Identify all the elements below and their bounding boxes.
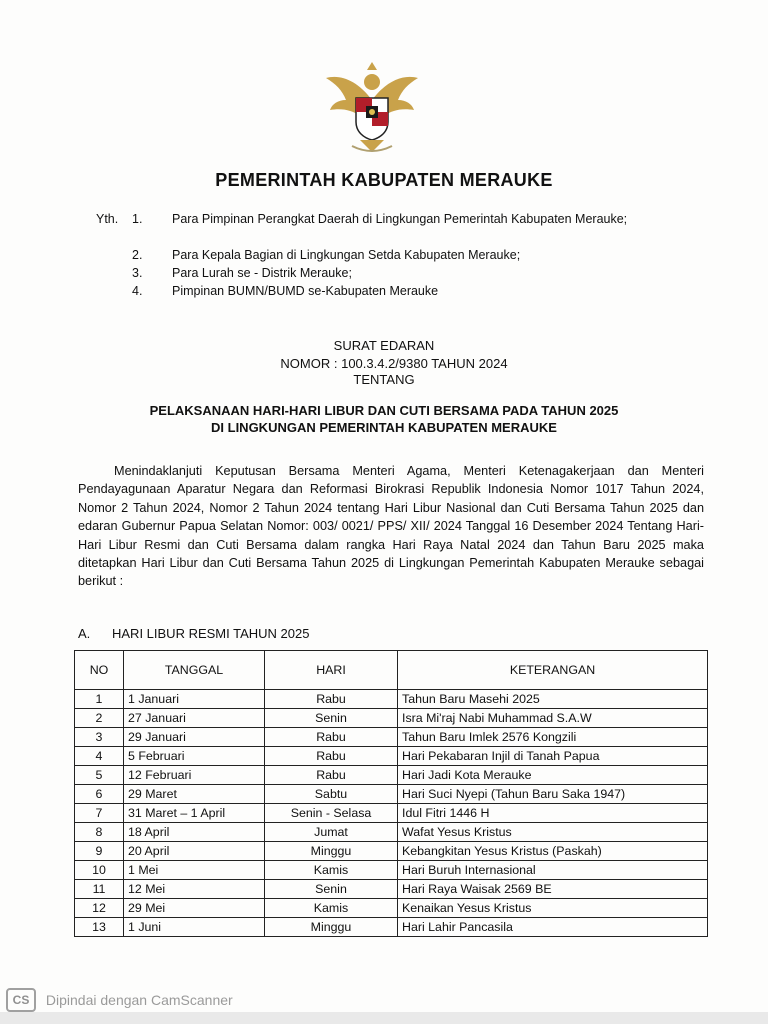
table-cell-no: 1 (75, 690, 124, 709)
camscanner-icon: CS (6, 988, 36, 1012)
table-cell-keterangan: Hari Raya Waisak 2569 BE (398, 880, 708, 899)
list-text: Para Kepala Bagian di Lingkungan Setda Kabupaten Merauke; (172, 248, 521, 262)
table-cell-keterangan: Isra Mi'raj Nabi Muhammad S.A.W (398, 709, 708, 728)
table-cell-hari: Senin (265, 709, 398, 728)
scanner-watermark (6, 988, 233, 1012)
list-text: Para Lurah se - Distrik Merauke; (172, 266, 352, 280)
table-cell-no: 4 (75, 747, 124, 766)
table-row (75, 880, 708, 899)
bottom-edge (0, 1012, 768, 1024)
list-number: 1. (132, 212, 143, 226)
table-cell-hari: Rabu (265, 747, 398, 766)
list-item (96, 264, 716, 282)
table-cell-hari: Sabtu (265, 785, 398, 804)
table-cell-hari: Kamis (265, 861, 398, 880)
column-header-hari: HARI (265, 651, 398, 690)
table-cell-keterangan: Kebangkitan Yesus Kristus (Paskah) (398, 842, 708, 861)
table-cell-tanggal: 29 Maret (124, 785, 265, 804)
table-cell-tanggal: 1 Januari (124, 690, 265, 709)
table-cell-hari: Senin - Selasa (265, 804, 398, 823)
column-header-no: NO (75, 651, 124, 690)
table-row (75, 918, 708, 937)
table-cell-no: 3 (75, 728, 124, 747)
table-cell-tanggal: 20 April (124, 842, 265, 861)
table-cell-no: 10 (75, 861, 124, 880)
garuda-emblem-icon (322, 60, 422, 156)
table-cell-keterangan: Hari Buruh Internasional (398, 861, 708, 880)
section-title: HARI LIBUR RESMI TAHUN 2025 (112, 626, 310, 641)
table-cell-tanggal: 1 Juni (124, 918, 265, 937)
table-cell-hari: Rabu (265, 728, 398, 747)
table-cell-keterangan: Hari Pekabaran Injil di Tanah Papua (398, 747, 708, 766)
table-row (75, 842, 708, 861)
holiday-table (74, 650, 708, 937)
watermark-text: Dipindai dengan CamScanner (45, 992, 233, 1008)
table-cell-hari: Kamis (265, 899, 398, 918)
table-cell-keterangan: Hari Lahir Pancasila (398, 918, 708, 937)
list-item (96, 246, 716, 264)
addressee-prefix: Yth. (96, 212, 119, 226)
circular-number: NOMOR : 100.3.4.2/9380 TAHUN 2024 (280, 356, 508, 371)
column-header-keterangan: KETERANGAN (398, 651, 708, 690)
table-cell-no: 8 (75, 823, 124, 842)
table-cell-no: 5 (75, 766, 124, 785)
table-row (75, 728, 708, 747)
body-paragraph: Menindaklanjuti Keputusan Bersama Menteri Agama, Menteri Ketenagakerjaan dan Menteri Pendayagunaan Aparatur Negara dan Reformasi Birokrasi Republik Indonesia Nomor 1017 Tahun 2024, Nomor 2 Tahun 2024, Nomor 2 Tahun 2024 tentang Hari Libur Nasional dan Cuti Bersama Tahun 2025 dan edaran Gubernur Papua Selatan Nomor: 003/ 0021/ PPS/ XII/ 2024 Tanggal 16 Desember 2024 Tentang Hari-Hari Libur Resmi dan Cuti Bersama dalam rangka Hari Raya Natal 2024 dan Tahun Baru 2025 maka ditetapkan Hari Libur dan Cuti Bersama Tahun 2025 di Lingkungan Pemerintah Kabupaten Merauke sebagai berikut : (78, 464, 704, 589)
circular-title: SURAT EDARAN (333, 338, 435, 353)
table-cell-keterangan: Wafat Yesus Kristus (398, 823, 708, 842)
table-cell-hari: Minggu (265, 842, 398, 861)
table-cell-tanggal: 12 Februari (124, 766, 265, 785)
table-cell-tanggal: 27 Januari (124, 709, 265, 728)
table-row (75, 766, 708, 785)
list-number: 3. (132, 266, 143, 280)
table-cell-tanggal: 29 Januari (124, 728, 265, 747)
subject-line-2: DI LINGKUNGAN PEMERINTAH KABUPATEN MERAUKE (211, 420, 557, 435)
table-cell-no: 13 (75, 918, 124, 937)
table-cell-keterangan: Idul Fitri 1446 H (398, 804, 708, 823)
table-row (75, 709, 708, 728)
table-cell-tanggal: 31 Maret – 1 April (124, 804, 265, 823)
table-cell-keterangan: Tahun Baru Imlek 2576 Kongzili (398, 728, 708, 747)
addressee-list (96, 210, 716, 300)
table-cell-no: 2 (75, 709, 124, 728)
subject-heading (0, 402, 768, 436)
table-cell-no: 12 (75, 899, 124, 918)
table-cell-keterangan: Hari Suci Nyepi (Tahun Baru Saka 1947) (398, 785, 708, 804)
list-item (96, 210, 716, 246)
table-row (75, 785, 708, 804)
table-row (75, 823, 708, 842)
list-number: 4. (132, 284, 143, 298)
table-cell-tanggal: 18 April (124, 823, 265, 842)
subject-line-1: PELAKSANAAN HARI-HARI LIBUR DAN CUTI BERSAMA PADA TAHUN 2025 (149, 403, 619, 418)
table-row (75, 899, 708, 918)
table-cell-tanggal: 29 Mei (124, 899, 265, 918)
list-item (96, 282, 716, 300)
table-cell-tanggal: 12 Mei (124, 880, 265, 899)
table-row (75, 747, 708, 766)
table-cell-hari: Minggu (265, 918, 398, 937)
table-cell-no: 11 (75, 880, 124, 899)
table-cell-hari: Senin (265, 880, 398, 899)
table-header-row (75, 651, 708, 690)
table-cell-hari: Rabu (265, 690, 398, 709)
table-cell-tanggal: 1 Mei (124, 861, 265, 880)
column-header-tanggal: TANGGAL (124, 651, 265, 690)
table-cell-hari: Jumat (265, 823, 398, 842)
table-row (75, 804, 708, 823)
circular-about: TENTANG (353, 372, 415, 387)
table-cell-keterangan: Tahun Baru Masehi 2025 (398, 690, 708, 709)
list-text: Pimpinan BUMN/BUMD se-Kabupaten Merauke (172, 284, 439, 298)
table-cell-no: 7 (75, 804, 124, 823)
table-cell-tanggal: 5 Februari (124, 747, 265, 766)
table-body (75, 690, 708, 937)
government-title: PEMERINTAH KABUPATEN MERAUKE (215, 170, 553, 190)
section-label: A. (78, 626, 91, 641)
table-cell-keterangan: Kenaikan Yesus Kristus (398, 899, 708, 918)
table-cell-keterangan: Hari Jadi Kota Merauke (398, 766, 708, 785)
table-row (75, 861, 708, 880)
list-text: Para Pimpinan Perangkat Daerah di Lingkungan Pemerintah Kabupaten Merauke; (172, 212, 628, 226)
table-cell-hari: Rabu (265, 766, 398, 785)
table-row (75, 690, 708, 709)
table-cell-no: 9 (75, 842, 124, 861)
table-cell-no: 6 (75, 785, 124, 804)
list-number: 2. (132, 248, 143, 262)
